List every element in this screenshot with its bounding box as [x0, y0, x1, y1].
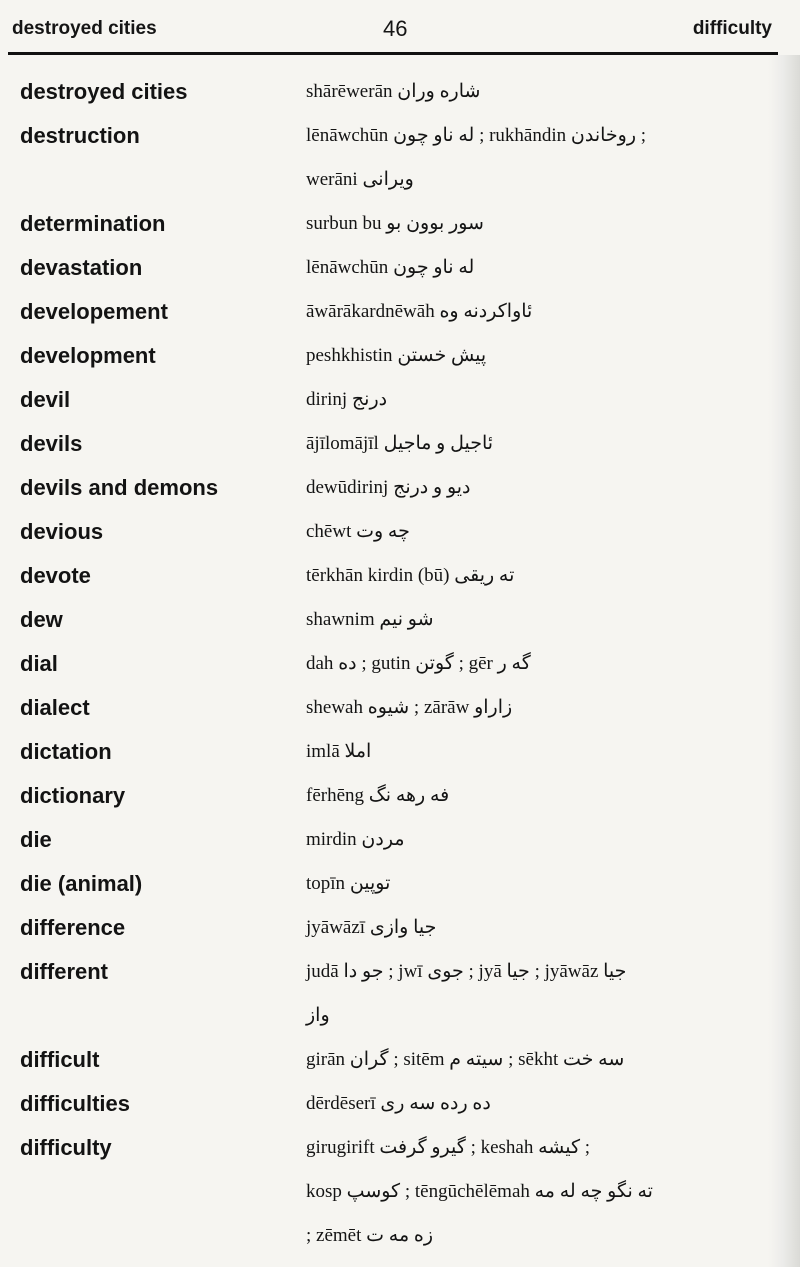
entry-headword: development [20, 343, 156, 368]
entry-headword: devastation [20, 255, 143, 280]
entry-headword: difficulty [20, 1135, 112, 1160]
entry-translation [306, 202, 800, 246]
entry-list [0, 70, 800, 1258]
translation-line: jyāwāzī جيا وازى [306, 917, 437, 938]
translation-line: shārēwerān شاره وران [306, 81, 481, 102]
translation-line: lēnāwchūn له ناو چون [306, 257, 475, 278]
translation-line: girān گران ; sitēm سيته م ; sēkht سه خت [306, 1049, 625, 1070]
translation-line: surbun bu سور بوون بو [306, 213, 484, 234]
entry-translation [306, 378, 800, 422]
entry-headword: dew [20, 607, 63, 632]
entry-translation [306, 70, 800, 114]
translation-line: topīn توپين [306, 873, 391, 894]
entry-headword: die (animal) [20, 871, 143, 896]
translation-line: chēwt چه وت [306, 521, 410, 542]
dictionary-entry [0, 1038, 800, 1082]
translation-line: girugirift گيرو گرفت ; keshah كيشه ; [306, 1137, 591, 1158]
entry-translation [306, 642, 800, 686]
entry-translation [306, 1082, 800, 1126]
entry-translation [306, 246, 800, 290]
entry-translation [306, 290, 800, 334]
translation-line: lēnāwchūn له ناو چون ; rukhāndin روخاندن ; [306, 125, 647, 146]
entry-translation [306, 950, 800, 1038]
dictionary-entry [0, 334, 800, 378]
translation-line: dewūdirinj ديو و درنج [306, 477, 471, 498]
translation-line: dirinj درنج [306, 389, 388, 410]
translation-line: tērkhān kirdin (bū) ته ريقى [306, 565, 515, 586]
dictionary-entry [0, 378, 800, 422]
dictionary-entry [0, 422, 800, 466]
translation-line: werāni ويرانى [306, 169, 414, 190]
entry-translation [306, 862, 800, 906]
translation-line: imlā املا [306, 741, 372, 762]
dictionary-entry [0, 818, 800, 862]
translation-line: peshkhistin پيش خستن [306, 345, 487, 366]
entry-headword: devil [20, 387, 71, 412]
dictionary-entry [0, 774, 800, 818]
entry-headword: dialect [20, 695, 90, 720]
dictionary-entry [0, 466, 800, 510]
dictionary-entry [0, 730, 800, 774]
dictionary-entry [0, 686, 800, 730]
entry-translation [306, 422, 800, 466]
translation-line: āwārākardnēwāh ئاواكردنه وه [306, 301, 533, 322]
entry-headword: difficult [20, 1047, 100, 1072]
dictionary-entry [0, 554, 800, 598]
entry-headword: developement [20, 299, 168, 324]
dictionary-entry [0, 906, 800, 950]
dictionary-entry [0, 290, 800, 334]
dictionary-entry [0, 1126, 800, 1258]
entry-translation [306, 818, 800, 862]
entry-headword: devote [20, 563, 91, 588]
dictionary-entry [0, 510, 800, 554]
translation-line: ājīlomājīl ئاجيل و ماجيل [306, 433, 494, 454]
entry-translation [306, 1126, 800, 1258]
translation-line: dah ده ; gutin گوتن ; gēr گه ر [306, 653, 531, 674]
entry-headword: devils and demons [20, 475, 219, 500]
entry-headword: destruction [20, 123, 140, 148]
translation-line: kosp كوسپ ; tēngūchēlēmah ته نگو چه له مه [306, 1181, 653, 1202]
entry-translation [306, 466, 800, 510]
entry-headword: destroyed cities [20, 79, 188, 104]
translation-line: shewah شيوه ; zārāw زاراو [306, 697, 513, 718]
entry-headword: dictation [20, 739, 112, 764]
entry-headword: devious [20, 519, 104, 544]
entry-translation [306, 774, 800, 818]
entry-headword: determination [20, 211, 166, 236]
entry-translation [306, 730, 800, 774]
dictionary-entry [0, 70, 800, 114]
dictionary-entry [0, 862, 800, 906]
page-number: 46 [383, 16, 408, 41]
entry-translation [306, 906, 800, 950]
dictionary-entry [0, 642, 800, 686]
translation-line: judā جو دا ; jwī جوى ; jyā جيا ; jyāwāz جيا [306, 961, 627, 982]
entry-translation [306, 686, 800, 730]
dictionary-entry [0, 950, 800, 1038]
entry-headword: die [20, 827, 52, 852]
entry-translation [306, 1038, 800, 1082]
running-head-left: destroyed cities [12, 18, 157, 39]
entry-headword: devils [20, 431, 83, 456]
translation-line: mirdin مردن [306, 829, 405, 850]
dictionary-entry [0, 598, 800, 642]
entry-translation [306, 114, 800, 202]
dictionary-entry [0, 1082, 800, 1126]
translation-line: ; zēmēt زه مه ت [306, 1225, 434, 1246]
entry-translation [306, 598, 800, 642]
entry-translation [306, 334, 800, 378]
entry-headword: dictionary [20, 783, 126, 808]
translation-line: dērdēserī ده رده سه رى [306, 1093, 491, 1114]
running-head-right: difficulty [692, 18, 772, 39]
entry-headword: different [20, 959, 108, 984]
dictionary-entry [0, 202, 800, 246]
entry-headword: difference [20, 915, 126, 940]
entry-translation [306, 510, 800, 554]
translation-line: fērhēng فه رهه نگ [306, 785, 450, 806]
entry-headword: dial [20, 651, 58, 676]
entry-translation [306, 554, 800, 598]
entry-headword: difficulties [20, 1091, 131, 1116]
dictionary-entry [0, 246, 800, 290]
dictionary-entry [0, 114, 800, 202]
translation-line: shawnim شو نيم [306, 609, 434, 630]
translation-line: واز [306, 1005, 330, 1026]
header-rule [8, 52, 778, 55]
